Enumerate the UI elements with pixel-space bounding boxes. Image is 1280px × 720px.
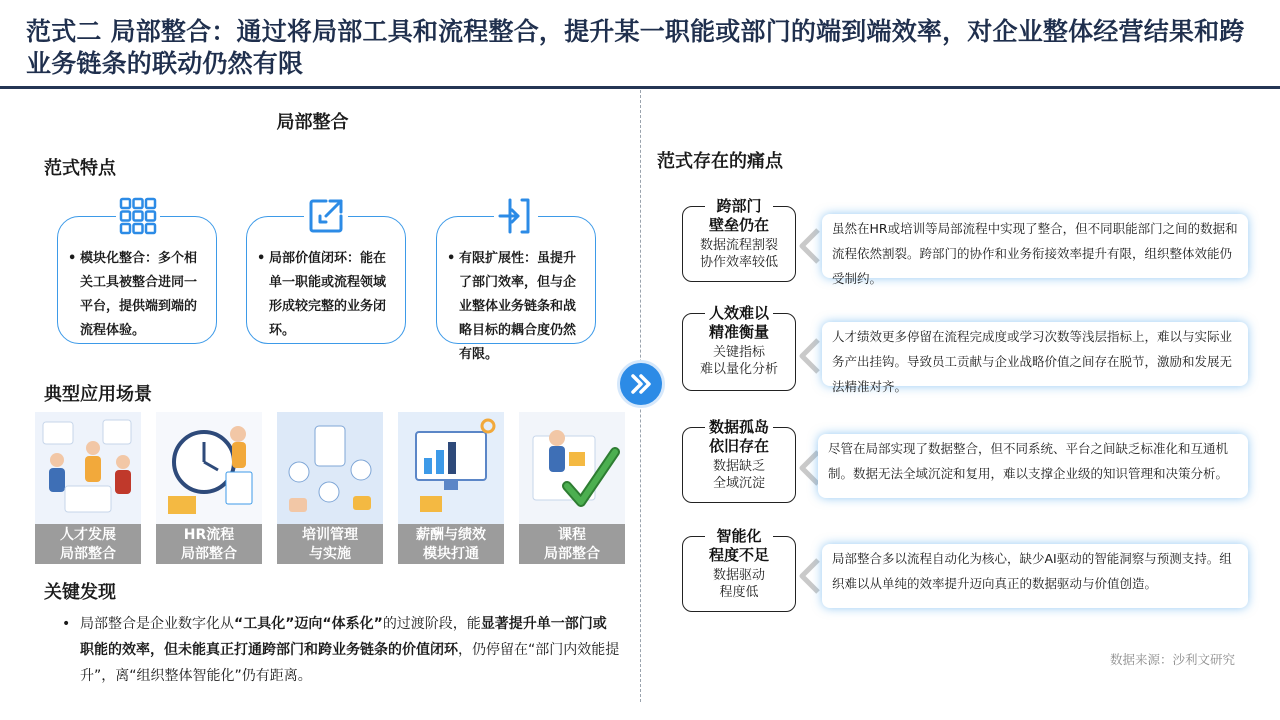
grid-icon [116,194,160,238]
pain-point-title: 跨部门 壁垒仍在 [705,197,773,235]
scene-label: 人才发展 局部整合 [35,524,141,564]
scene-card-training-management [277,412,383,564]
pain-point-title: 数据孤岛 依旧存在 [705,418,773,456]
expand-icon [494,194,538,238]
pain-points-heading: 范式存在的痛点 [657,151,783,172]
pain-point-subtitle: 关键指标 难以量化分析 [699,345,778,377]
pain-point-box-data-silos [682,418,796,503]
pain-point-title: 人效难以 精准衡量 [705,304,773,342]
double-chevron-right-icon [617,360,665,408]
pain-point-box-efficiency-measurement [682,304,796,391]
training-illustration [277,412,383,524]
feature-text: • 有限扩展性：虽提升了部门效率，但与企业整体业务链条和战略目标的耦合度仍然有限。 [447,247,587,367]
features-heading: 范式特点 [44,158,116,179]
chevron-left-icon [796,336,822,376]
chevron-left-icon [796,556,822,596]
bullet-icon: • [62,616,71,632]
pain-point-subtitle: 数据缺乏 全域沉淀 [712,459,765,491]
key-finding-text: 局部整合是企业数字化从“工具化”迈向“体系化”的过渡阶段，能显著提升单一部门或职能的效率，但未能真正打通跨部门和跨业务链条的价值闭环，仍停留在“部门内效能提升”，离“组织整体智能化”仍有距离。 [80,616,620,684]
scene-card-hr-process [156,412,262,564]
scene-label: 课程 局部整合 [519,524,625,564]
section-title-local-integration: 局部整合 [276,112,349,133]
pain-point-subtitle: 数据流程割裂 协作效率较低 [699,238,778,270]
closed-loop-icon [304,194,348,238]
title-divider [0,86,1280,89]
findings-heading: 关键发现 [44,582,116,603]
team-illustration [35,412,141,524]
chevron-left-icon [796,226,822,266]
feature-text: • 局部价值闭环：能在单一职能或流程领域形成较完整的业务闭环。 [257,247,397,343]
page-title: 范式二 局部整合：通过将局部工具和流程整合，提升某一职能或部门的端到端效率，对企业整体经营结果和跨业务链条的联动仍然有限 [26,17,1245,78]
pain-point-description: 虽然在HR或培训等局部流程中实现了整合，但不同职能部门之间的数据和流程依然割裂。跨部门的协作和业务衔接效率提升有限，组织整体效能仍受制约。 [822,214,1248,278]
pain-point-description: 尽管在局部实现了数据整合，但不同系统、平台之间缺乏标准化和互通机制。数据无法全域沉淀和复用，难以支撑企业级的知识管理和决策分析。 [818,434,1248,498]
clock-illustration [156,412,262,524]
pain-point-description: 人才绩效更多停留在流程完成度或学习次数等浅层指标上，难以与实际业务产出挂钩。导致员工贡献与企业战略价值之间存在脱节，激励和发展无法精准对齐。 [822,322,1248,386]
scene-card-talent-development [35,412,141,564]
scene-card-course [519,412,625,564]
pain-point-box-cross-department [682,197,796,282]
pain-point-box-intelligence [682,527,796,612]
scenes-heading: 典型应用场景 [44,384,152,405]
data-source-note: 数据来源：沙利文研究 [1110,652,1236,667]
pain-point-description: 局部整合多以流程自动化为核心，缺少AI驱动的智能洞察与预测支持。组织难以从单纯的效率提升迈向真正的数据驱动与价值创造。 [822,544,1248,608]
checkmark-illustration [519,412,625,524]
scene-label: 培训管理 与实施 [277,524,383,564]
scene-label: HR流程 局部整合 [156,524,262,564]
pain-point-subtitle: 数据驱动 程度低 [712,568,765,600]
pain-point-title: 智能化 程度不足 [705,527,773,565]
feature-text: • 模块化整合：多个相关工具被整合进同一平台，提供端到端的流程体验。 [68,247,208,343]
dashboard-illustration [398,412,504,524]
scene-label: 薪酬与绩效 模块打通 [398,524,504,564]
scene-card-compensation-performance [398,412,504,564]
